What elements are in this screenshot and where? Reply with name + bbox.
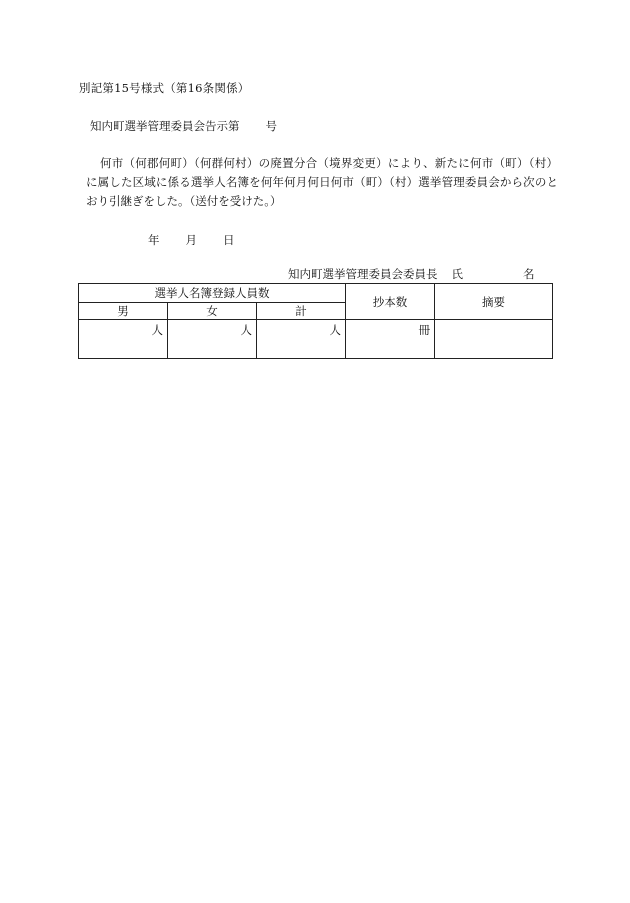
- notice-prefix: 知内町選挙管理委員会告示第: [90, 119, 240, 133]
- notice-number-line: [90, 118, 277, 134]
- remarks-header: 摘要: [435, 284, 553, 320]
- women-unit: 人: [240, 323, 252, 337]
- women-header: 女: [168, 303, 257, 320]
- date-line: [148, 232, 235, 248]
- registration-table: [78, 283, 553, 359]
- signature-line: [288, 266, 535, 282]
- men-cell[interactable]: [79, 320, 168, 359]
- date-year: 年: [148, 233, 160, 247]
- date-month: 月: [185, 233, 197, 247]
- table-header-row: [79, 284, 553, 303]
- total-unit: 人: [329, 323, 342, 337]
- registered-count-header: 選挙人名簿登録人員数: [79, 284, 346, 303]
- remarks-cell[interactable]: [435, 320, 553, 359]
- men-header: 男: [79, 303, 168, 320]
- copies-unit: 冊: [418, 323, 431, 337]
- table-row: [79, 320, 553, 359]
- notice-suffix: 号: [265, 119, 277, 133]
- notice-body-text: 何市（何郡何町）（何群何村）の廃置分合（境界変更）により、新たに何市（町）（村）に属した区域に係る選挙人名簿を何年何月何日何市（町）（村）選挙管理委員会から次のとおり引継ぎをした。（送付を受けた。）: [86, 156, 558, 208]
- signature-surname: 氏: [451, 267, 463, 281]
- total-header: 計: [257, 303, 346, 320]
- signature-title: 知内町選挙管理委員会委員長: [288, 267, 438, 281]
- men-unit: 人: [151, 323, 163, 337]
- form-header: 別記第15号様式（第16条関係）: [79, 81, 250, 95]
- signature-given: 名: [523, 267, 535, 281]
- copies-header: 抄本数: [346, 284, 435, 320]
- copies-cell[interactable]: [346, 320, 435, 359]
- women-cell[interactable]: [168, 320, 257, 359]
- total-cell[interactable]: [257, 320, 346, 359]
- date-day: 日: [223, 233, 235, 247]
